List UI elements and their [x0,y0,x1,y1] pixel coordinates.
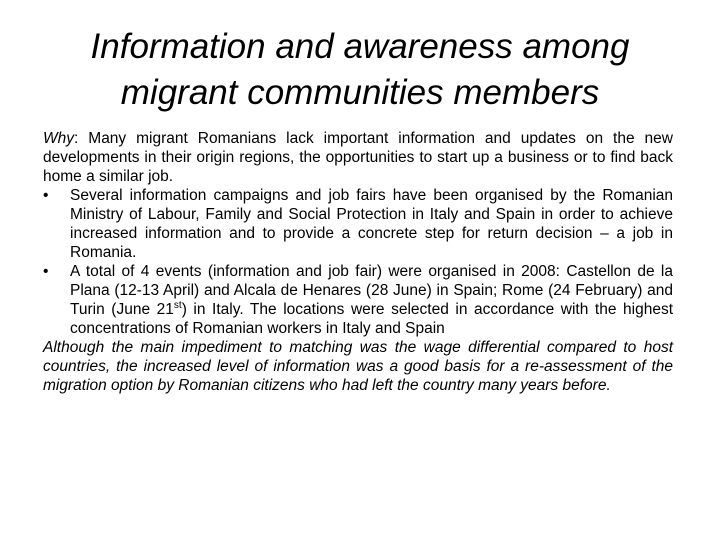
slide-body [43,129,673,395]
bullet-icon: • [43,187,49,204]
bullet-text-before: A total of 4 events (information and job fair) were organised in 2008: Castellon de la Plana (12-13 April) and Alcala de Henares (28 June) in Spain; Rome (24 February) and Turin (June 21 [70,263,673,318]
bullet-list [43,186,673,338]
bullet-item-campaigns [43,186,673,262]
intro-label: Why [43,130,74,147]
conclusion-paragraph: Although the main impediment to matching was the wage differential compared to host countries, the increased level of information was a good basis for a re-assessment of the migration option by Romanian citizens who had left the country many years before. [43,339,673,394]
title-line-1: Information and awareness among [90,27,630,66]
bullet-text: Several information campaigns and job fairs have been organised by the Romanian Ministry of Labour, Family and Social Protection in Italy and Spain in order to achieve increased information and to provide a concrete step for return decision – a job in Romania. [70,187,673,261]
title-line-2: migrant communities members [120,73,600,112]
intro-separator: : [74,130,79,147]
bullet-icon: • [43,263,49,280]
ordinal-superscript: st [173,299,182,311]
bullet-text-after: ) in Italy. The locations were selected in accordance with the highest concentrations of Romanian workers in Italy and Spain [70,301,673,337]
intro-text: Many migrant Romanians lack important information and updates on the new developments in their origin regions, the opportunities to start up a business or to find back home a similar job. [43,130,673,185]
bullet-item-events [43,262,673,338]
intro-paragraph [43,129,673,186]
slide-title [40,24,680,116]
